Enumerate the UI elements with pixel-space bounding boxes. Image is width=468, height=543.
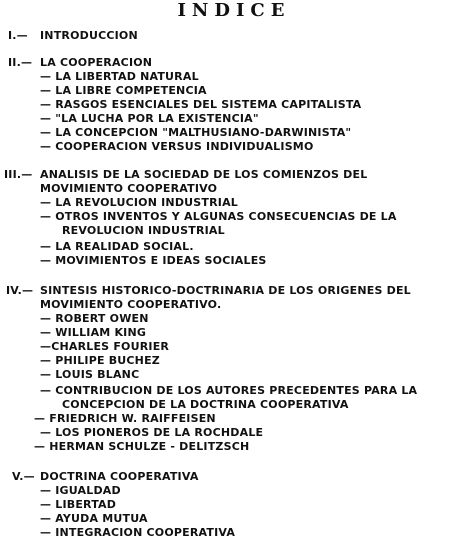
list-item: — FRIEDRICH W. RAIFFEISEN [34,412,216,425]
section-title: INTRODUCCION [40,29,138,42]
list-item: —CHARLES FOURIER [40,340,170,353]
list-item: — LOUIS BLANC [40,368,140,381]
list-item: — MOVIMIENTOS E IDEAS SOCIALES [40,254,267,267]
list-item-continued: CONCEPCION DE LA DOCTRINA COOPERATIVA [62,398,349,411]
list-item: — COOPERACION VERSUS INDIVIDUALISMO [40,140,314,153]
section-title: SINTESIS HISTORICO-DOCTRINARIA DE LOS ORIGENES DEL [40,284,411,297]
list-item-continued: REVOLUCION INDUSTRIAL [62,224,225,237]
page-title: INDICE [177,0,291,21]
list-item: — "LA LUCHA POR LA EXISTENCIA" [40,112,259,125]
section-title-continued: MOVIMIENTO COOPERATIVO. [40,298,222,311]
section-number: V.— [12,470,35,483]
section-title: ANALISIS DE LA SOCIEDAD DE LOS COMIENZOS DEL [40,168,368,181]
list-item: — WILLIAM KING [40,326,147,339]
section-title: LA COOPERACION [40,56,153,69]
list-item: — LA REVOLUCION INDUSTRIAL [40,196,239,209]
list-item: — INTEGRACION COOPERATIVA [40,526,236,539]
list-item: — LA REALIDAD SOCIAL. [40,240,194,253]
list-item: — HERMAN SCHULZE - DELITZSCH [34,440,250,453]
list-item: — LA CONCEPCION "MALTHUSIANO-DARWINISTA" [40,126,352,139]
list-item: — PHILIPE BUCHEZ [40,354,160,367]
list-item: — LIBERTAD [40,498,117,511]
section-number: I.— [8,29,28,42]
section-number: III.— [4,168,33,181]
list-item: — LA LIBERTAD NATURAL [40,70,199,83]
list-item: — ROBERT OWEN [40,312,149,325]
section-title: DOCTRINA COOPERATIVA [40,470,199,483]
list-item: — RASGOS ESENCIALES DEL SISTEMA CAPITALISTA [40,98,362,111]
list-item: — IGUALDAD [40,484,121,497]
section-number: IV.— [6,284,34,297]
list-item: — CONTRIBUCION DE LOS AUTORES PRECEDENTES PARA LA [40,384,418,397]
list-item: — LOS PIONEROS DE LA ROCHDALE [40,426,264,439]
list-item: — AYUDA MUTUA [40,512,148,525]
list-item: — OTROS INVENTOS Y ALGUNAS CONSECUENCIAS DE LA [40,210,397,223]
list-item: — LA LIBRE COMPETENCIA [40,84,207,97]
section-number: II.— [8,56,33,69]
section-title-continued: MOVIMIENTO COOPERATIVO [40,182,218,195]
